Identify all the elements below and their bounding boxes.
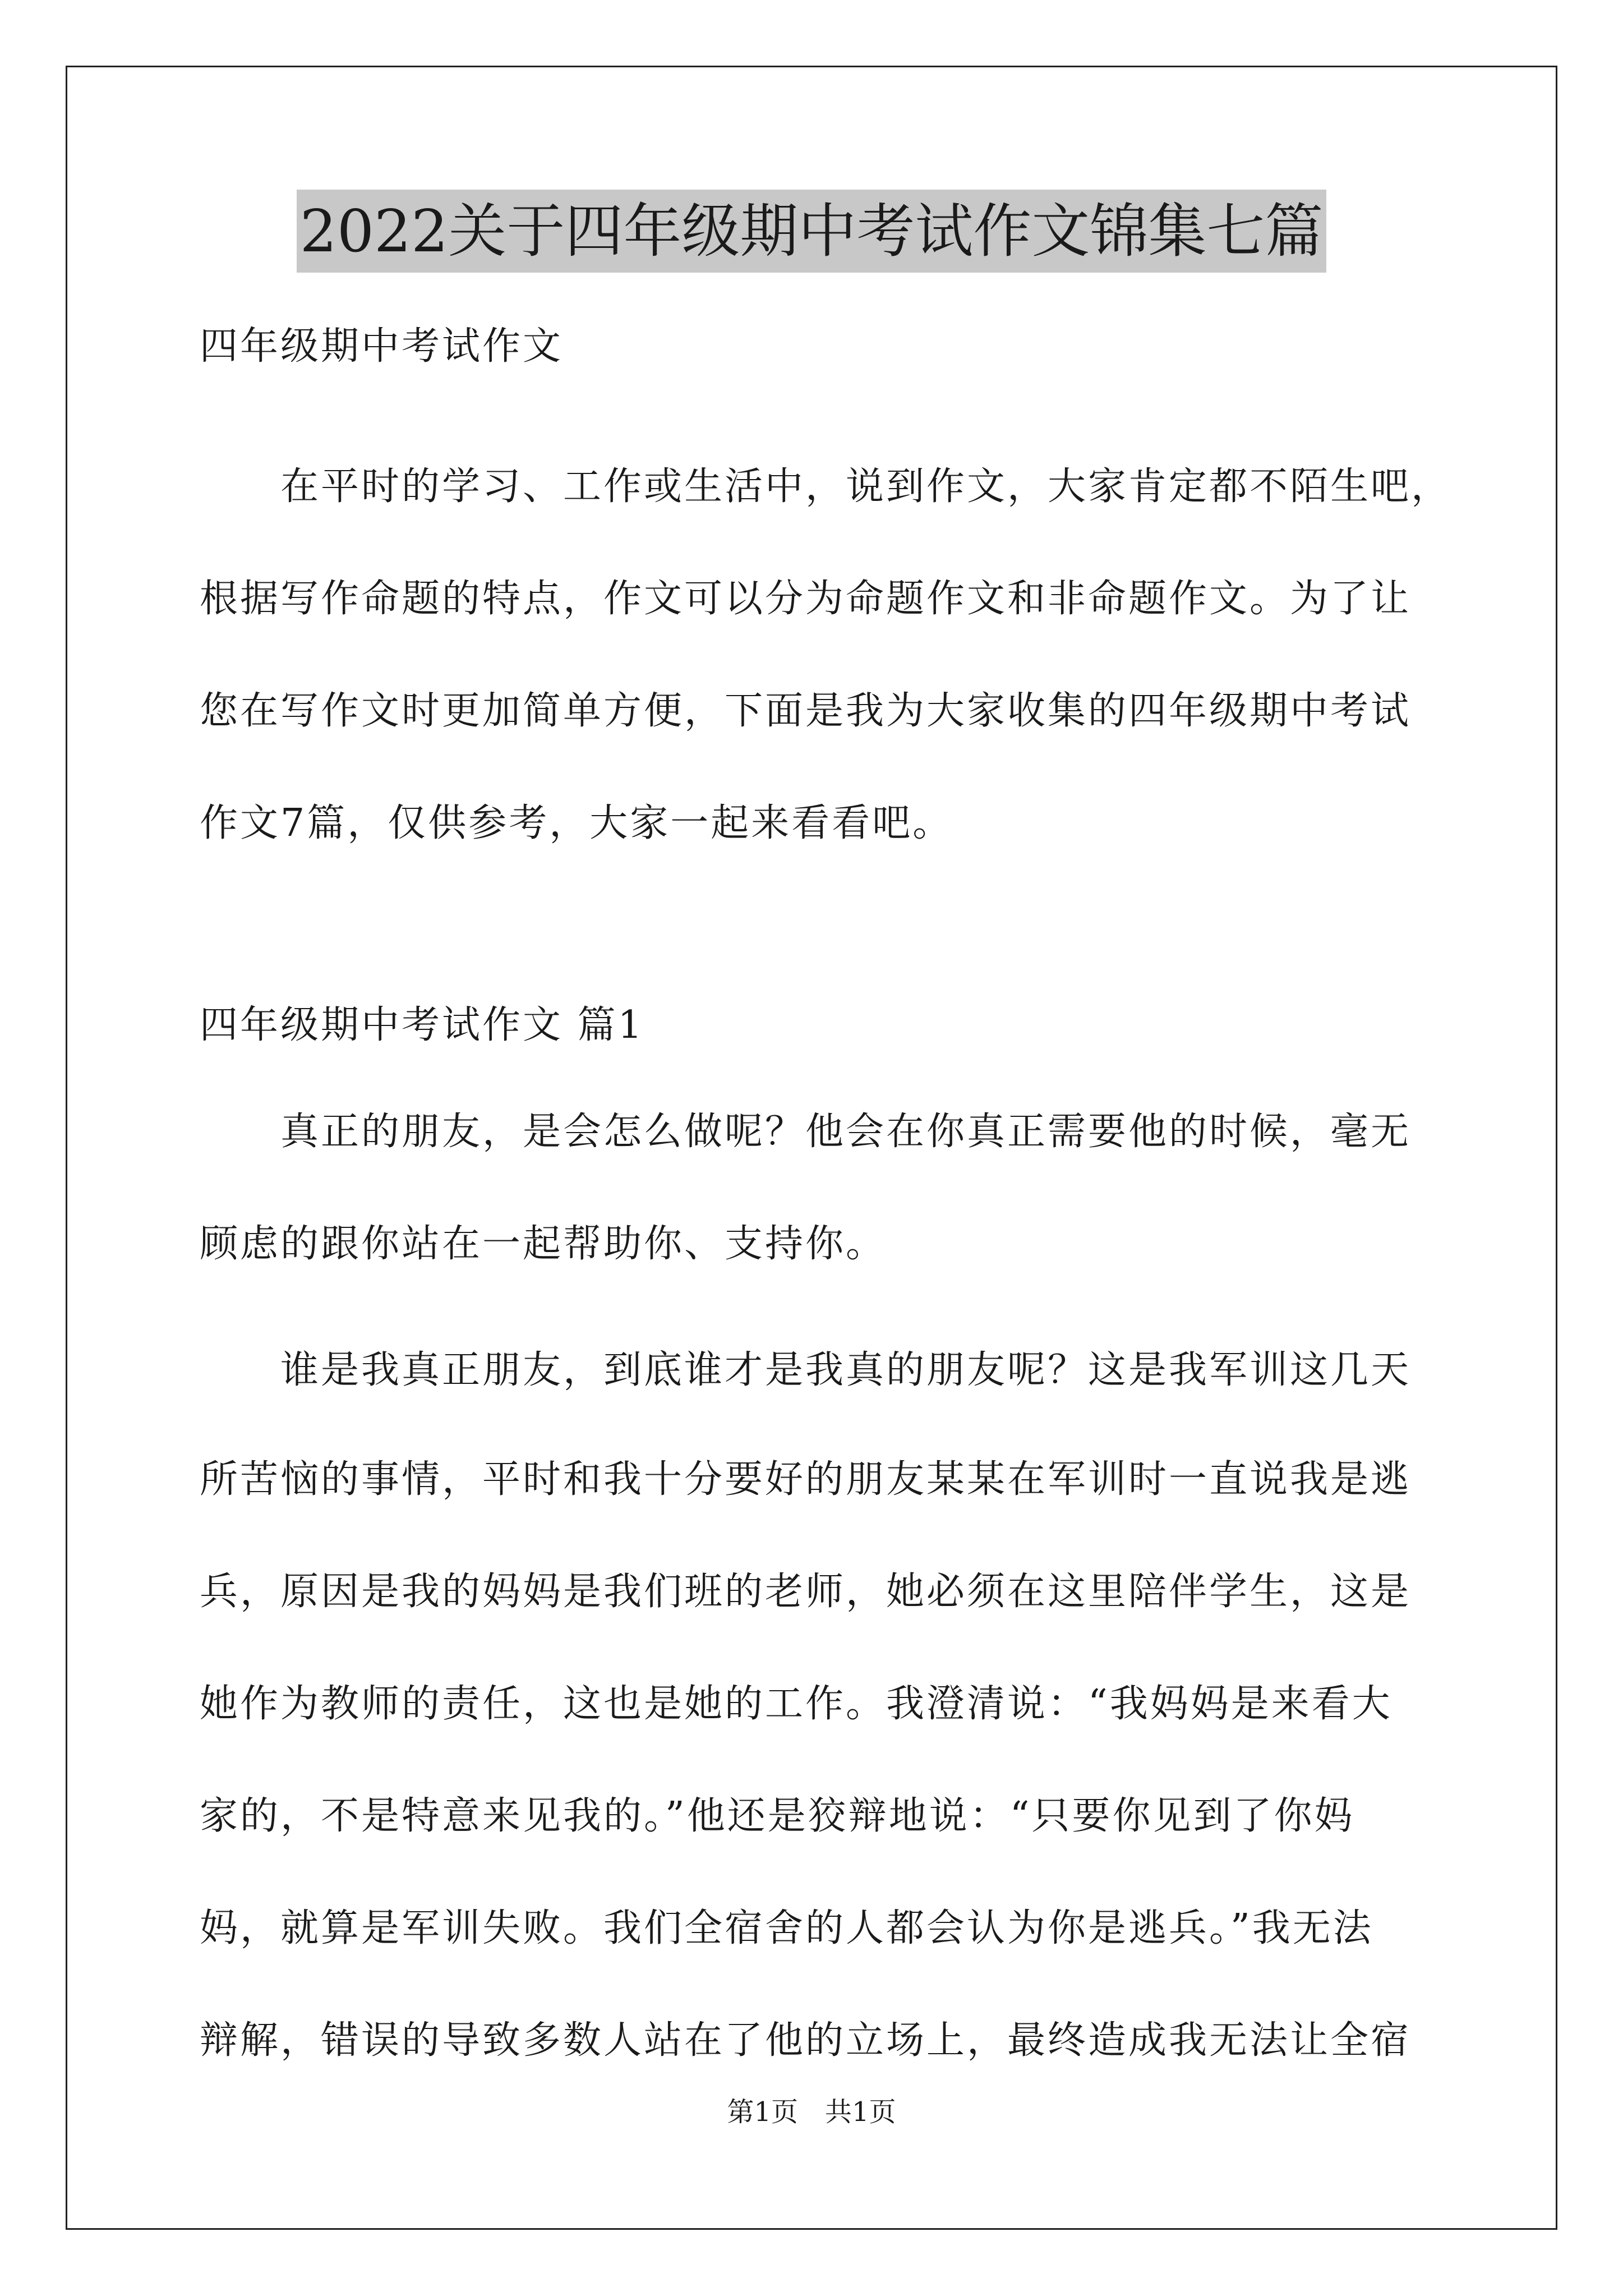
paragraph-line: 作文7篇，仅供参考，大家一起来看看吧。 [200,801,953,845]
page-footer: 第1页 共1页 [727,2096,896,2128]
paragraph-line: 谁是我真正朋友，到底谁才是我真的朋友呢？这是我军训这几天 [280,1348,1412,1392]
section-heading: 四年级期中考试作文 [200,324,564,369]
paragraph-line: 您在写作文时更加简单方便，下面是我为大家收集的四年级期中考试 [200,689,1412,733]
paragraph-line: 她作为教师的责任，这也是她的工作。我澄清说：“我妈妈是来看大 [200,1682,1393,1726]
section-heading: 四年级期中考试作文 篇1 [200,1003,644,1047]
paragraph-line: 顾虑的跟你站在一起帮助你、支持你。 [200,1222,887,1266]
document-title: 2022关于四年级期中考试作文锦集七篇 [297,190,1327,273]
paragraph-line: 在平时的学习、工作或生活中，说到作文，大家肯定都不陌生吧， [280,464,1452,509]
paragraph-line: 兵，原因是我的妈妈是我们班的老师，她必须在这里陪伴学生，这是 [200,1570,1412,1614]
paragraph-line: 家的，不是特意来见我的。”他还是狡辩地说：“只要你见到了你妈 [200,1794,1355,1838]
title-container [0,190,1623,273]
paragraph-line: 妈，就算是军训失败。我们全宿舍的人都会认为你是逃兵。”我无法 [200,1906,1373,1950]
paragraph-line: 辩解，错误的导致多数人站在了他的立场上，最终造成我无法让全宿 [200,2018,1412,2063]
paragraph-line: 根据写作命题的特点，作文可以分为命题作文和非命题作文。为了让 [200,577,1412,621]
paragraph-line: 真正的朋友，是会怎么做呢？他会在你真正需要他的时候，毫无 [280,1110,1412,1154]
paragraph-line: 所苦恼的事情，平时和我十分要好的朋友某某在军训时一直说我是逃 [200,1457,1412,1502]
